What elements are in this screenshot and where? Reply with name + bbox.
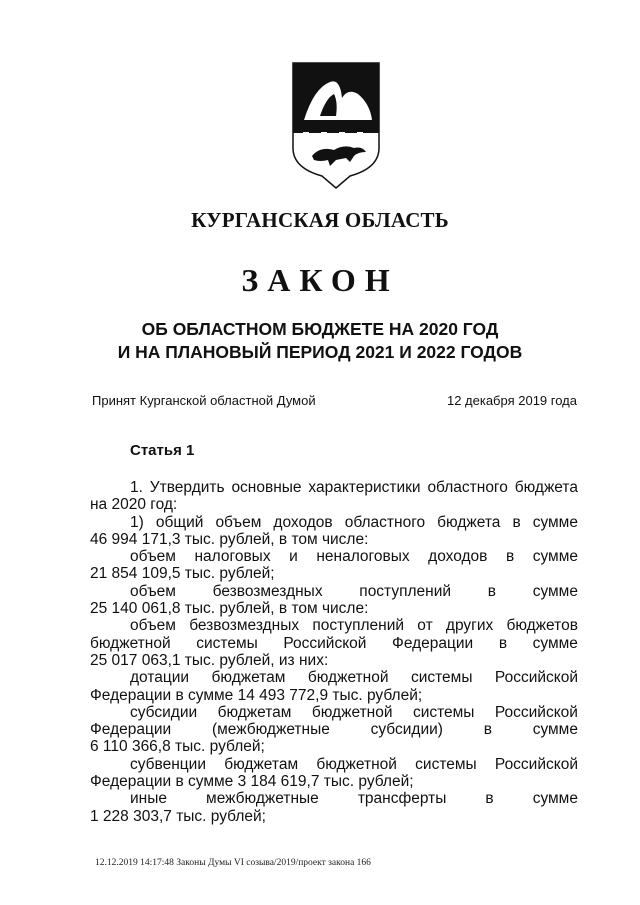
law-title-line: ОБ ОБЛАСТНОМ БЮДЖЕТЕ НА 2020 ГОД bbox=[141, 319, 499, 339]
region-name: КУРГАНСКАЯ ОБЛАСТЬ bbox=[191, 208, 449, 232]
article-line: субсидии бюджетам бюджетной системы Российской bbox=[130, 703, 578, 721]
article-line: 25 140 061,8 тыс. рублей, в том числе: bbox=[90, 600, 369, 618]
article-line: дотации бюджетам бюджетной системы Российской bbox=[130, 669, 578, 687]
article-line: бюджетной системы Российской Федерации в сумме bbox=[90, 634, 578, 652]
article-line: объем безвозмездных поступлений в сумме bbox=[130, 582, 578, 600]
article-line: Федерации в сумме 14 493 772,9 тыс. рублей; bbox=[90, 686, 423, 704]
article-line: 1 228 303,7 тыс. рублей; bbox=[90, 807, 266, 825]
article-line: 1. Утвердить основные характеристики областного бюджета bbox=[130, 479, 578, 496]
law-title-line: И НА ПЛАНОВЫЙ ПЕРИОД 2021 И 2022 ГОДОВ bbox=[117, 342, 523, 362]
article-line: объем налоговых и неналоговых доходов в сумме bbox=[130, 548, 578, 566]
adopted-by: Принят Курганской областной Думой bbox=[92, 393, 316, 408]
article-line: 1) общий объем доходов областного бюджета в сумме bbox=[130, 513, 578, 531]
footer-stamp: 12.12.2019 14:17:48 Законы Думы VI созыва/2019/проект закона 166 bbox=[95, 858, 371, 868]
article-heading: Статья 1 bbox=[130, 442, 195, 459]
article-line: на 2020 год: bbox=[90, 496, 178, 514]
document-type: ЗАКОН bbox=[241, 262, 399, 298]
article-line: Федерации (межбюджетные субсидии) в сумме bbox=[90, 721, 578, 739]
article-line: субвенции бюджетам бюджетной системы Российской bbox=[130, 755, 578, 773]
article-line: 21 854 109,5 тыс. рублей; bbox=[90, 565, 275, 583]
article-line: объем безвозмездных поступлений от других бюджетов bbox=[130, 617, 578, 635]
article-line: 25 017 063,1 тыс. рублей, из них: bbox=[90, 651, 329, 669]
article-body bbox=[90, 479, 578, 825]
article-line: иные межбюджетные трансферты в сумме bbox=[130, 790, 578, 808]
adopted-date: 12 декабря 2019 года bbox=[446, 393, 577, 408]
law-title bbox=[0, 318, 640, 364]
article-line: 6 110 366,8 тыс. рублей; bbox=[90, 738, 265, 756]
kurgan-coat-of-arms-icon bbox=[290, 60, 382, 190]
article-line: 46 994 171,3 тыс. рублей, в том числе: bbox=[90, 530, 369, 548]
article-line: Федерации в сумме 3 184 619,7 тыс. рублей; bbox=[90, 773, 414, 791]
